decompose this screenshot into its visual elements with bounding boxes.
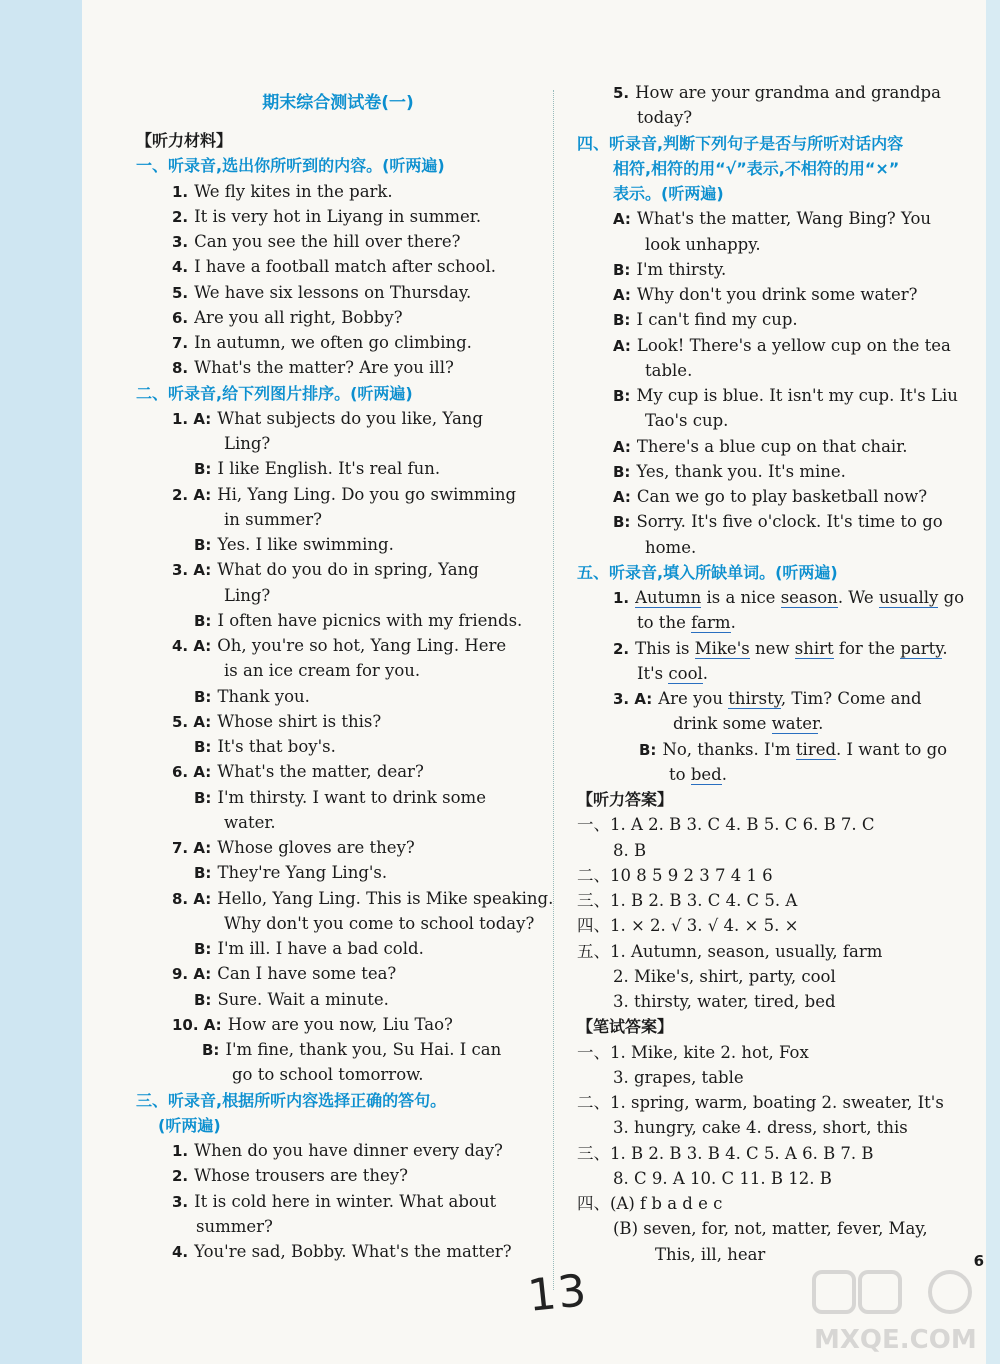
left-line — [136, 431, 540, 456]
item-number: 4. — [172, 1243, 189, 1261]
line-text: to bed. — [669, 764, 727, 784]
line-text: 三、听录音,根据所听内容选择正确的答句。 — [136, 1090, 447, 1110]
line-text: Ling? — [224, 585, 271, 605]
line-text: 一、1. A 2. B 3. C 4. B 5. C 6. B 7. C — [577, 815, 875, 835]
line-text: Are you thirsty, Tim? Come and — [658, 689, 922, 708]
right-line — [577, 812, 977, 837]
line-text: This is Mike's new shirt for the party. — [635, 638, 948, 658]
right-line — [577, 1242, 977, 1267]
line-text: today? — [637, 108, 693, 128]
left-line — [136, 229, 540, 255]
left-line — [136, 583, 540, 608]
left-line — [136, 557, 540, 583]
right-line — [577, 787, 977, 812]
line-text: 五、1. Autumn, season, usually, farm — [577, 941, 883, 961]
line-text: 四、(A) f b a d e c — [577, 1194, 723, 1213]
left-line — [136, 709, 540, 735]
line-text: This, ill, hear — [655, 1244, 766, 1264]
line-text: Tao's cup. — [645, 411, 729, 431]
left-line — [136, 1037, 540, 1063]
left-line — [136, 835, 540, 861]
right-line — [577, 206, 977, 232]
right-line — [577, 686, 977, 712]
left-line — [136, 608, 540, 634]
line-text: 【听力答案】 — [577, 790, 674, 809]
line-text: What's the matter, dear? — [217, 762, 424, 782]
item-number: 6. — [172, 308, 189, 327]
line-text: I can't find my cup. — [636, 310, 798, 330]
line-text: Look! There's a yellow cup on the tea — [636, 335, 951, 355]
line-text: Hi, Yang Ling. Do you go swimming — [217, 484, 517, 504]
line-text: (B) seven, for, not, matter, fever, May, — [613, 1219, 928, 1239]
line-text: Sorry. It's five o'clock. It's time to go — [636, 512, 943, 532]
line-text: 8. C 9. A 10. C 11. B 12. B — [613, 1168, 832, 1188]
line-text: 三、1. B 2. B 3. B 4. C 5. A 6. B 7. B — [577, 1143, 874, 1163]
item-number: B: — [194, 536, 212, 554]
line-text: Can you see the hill over there? — [194, 232, 461, 251]
left-line — [136, 987, 540, 1013]
item-number: 3. A: — [172, 561, 212, 580]
left-line — [136, 1138, 540, 1164]
right-line — [577, 888, 977, 913]
right-line — [577, 358, 977, 383]
line-text: 3. thirsty, water, tired, bed — [613, 992, 836, 1011]
line-text: When do you have dinner every day? — [194, 1141, 503, 1160]
item-number: 2. — [172, 207, 189, 226]
item-number: 3. — [172, 1192, 189, 1211]
left-line — [136, 961, 540, 987]
line-text: 一、听录音,选出你所听到的内容。(听两遍) — [136, 156, 445, 176]
right-line — [577, 156, 977, 181]
line-text: You're sad, Bobby. What's the matter? — [194, 1242, 512, 1261]
right-line — [577, 1040, 977, 1065]
right-line — [577, 1014, 977, 1039]
item-number: 4. — [172, 258, 189, 277]
item-number: 5. — [172, 283, 189, 302]
line-text: look unhappy. — [645, 234, 761, 254]
right-line — [577, 181, 977, 206]
right-line — [577, 913, 977, 938]
left-line — [136, 1214, 540, 1239]
line-text: It's cool. — [637, 663, 709, 683]
line-text: I'm fine, thank you, Su Hai. I can — [225, 1040, 502, 1059]
right-line — [577, 636, 977, 662]
item-number: B: — [639, 740, 657, 759]
line-text: No, thanks. I'm tired. I want to go — [662, 739, 948, 759]
left-line — [136, 1189, 540, 1215]
left-line — [136, 482, 540, 508]
line-text: Autumn is a nice season. We usually go — [635, 588, 965, 607]
right-line — [577, 964, 977, 989]
svg-text:MXQE.COM: MXQE.COM — [814, 1325, 977, 1355]
left-line — [136, 1012, 540, 1038]
page-number: 6 — [973, 1252, 984, 1270]
line-text: to the farm. — [637, 613, 736, 633]
right-line — [577, 1115, 977, 1140]
item-number: 1. A: — [172, 409, 212, 428]
item-number: B: — [194, 611, 212, 630]
line-text: Whose shirt is this? — [217, 711, 382, 731]
right-line — [577, 484, 977, 510]
handwritten-number: 13 — [525, 1265, 591, 1322]
line-text: Why don't you drink some water? — [636, 285, 918, 304]
item-number: A: — [613, 286, 631, 304]
item-number: 2. — [172, 1167, 189, 1186]
line-text: drink some water. — [673, 714, 824, 734]
line-text: Whose gloves are they? — [217, 838, 415, 857]
item-number: B: — [613, 462, 631, 481]
item-number: B: — [194, 687, 212, 706]
left-line — [136, 1163, 540, 1189]
line-text: What's the matter? Are you ill? — [194, 358, 454, 378]
line-text: 二、听录音,给下列图片排序。(听两遍) — [136, 383, 413, 403]
line-text: Oh, you're so hot, Yang Ling. Here — [217, 636, 507, 655]
right-line — [577, 408, 977, 433]
line-text: What do you do in spring, Yang — [217, 560, 479, 580]
item-number: B: — [194, 990, 212, 1009]
line-text: Ling? — [224, 434, 271, 453]
left-line — [136, 886, 554, 912]
right-line — [577, 383, 977, 409]
left-line — [136, 1239, 540, 1265]
right-line — [577, 232, 977, 257]
line-text: Can I have some tea? — [217, 964, 397, 984]
item-number: B: — [194, 738, 212, 756]
right-line — [577, 610, 977, 635]
line-text: Hello, Yang Ling. This is Mike speaking. — [217, 888, 554, 908]
left-line — [136, 406, 540, 432]
item-number: B: — [613, 260, 631, 279]
line-text: How are your grandma and grandpa — [635, 83, 941, 102]
item-number: 5. A: — [172, 712, 212, 731]
left-line — [136, 179, 540, 205]
right-line — [577, 333, 977, 359]
line-text: 五、听录音,填入所缺单词。(听两遍) — [577, 562, 838, 582]
right-line — [577, 1191, 977, 1216]
left-line — [136, 684, 540, 710]
line-text: I'm ill. I have a bad cold. — [217, 939, 424, 958]
item-number: B: — [194, 864, 212, 883]
right-line — [577, 434, 977, 460]
right-line — [577, 1141, 977, 1166]
line-text: water. — [224, 812, 276, 832]
right-line — [577, 1216, 977, 1241]
line-text: It is very hot in Liyang in summer. — [194, 206, 482, 226]
item-number: 3. — [172, 233, 189, 251]
left-line — [136, 305, 540, 331]
right-line — [577, 560, 977, 585]
right-line — [577, 737, 977, 763]
item-number: 2. A: — [172, 485, 212, 504]
item-number: 9. A: — [172, 965, 212, 984]
item-number: 1. — [172, 1142, 189, 1160]
left-line — [136, 204, 540, 230]
line-text: Whose trousers are they? — [194, 1166, 408, 1186]
line-text: in summer? — [224, 509, 323, 529]
right-line — [577, 989, 977, 1014]
page-title: 期末综合测试卷(一) — [262, 93, 414, 113]
line-text: 8. B — [613, 840, 647, 860]
left-line — [136, 128, 540, 153]
left-line — [136, 254, 540, 280]
right-line — [577, 80, 977, 106]
line-text: 相符,相符的用“√”表示,不相符的用“×” — [613, 158, 900, 178]
line-text: 三、1. B 2. B 3. C 4. C 5. A — [577, 891, 798, 910]
line-text: How are you now, Liu Tao? — [227, 1014, 453, 1034]
left-line — [136, 1062, 540, 1087]
left-line — [136, 280, 540, 306]
left-line — [136, 381, 540, 406]
left-line — [136, 1113, 540, 1138]
item-number: 1. — [613, 589, 630, 607]
line-text: There's a blue cup on that chair. — [636, 436, 908, 456]
right-line — [577, 661, 977, 686]
line-text: Yes, thank you. It's mine. — [636, 461, 846, 481]
item-number: 7. A: — [172, 839, 212, 857]
line-text: I have a football match after school. — [194, 257, 497, 277]
right-line — [577, 535, 977, 560]
right-line — [577, 585, 977, 611]
left-line — [136, 785, 540, 811]
column-divider — [553, 90, 554, 1290]
line-text: My cup is blue. It isn't my cup. It's Liu — [636, 386, 958, 405]
line-text: Thank you. — [217, 686, 310, 706]
item-number: 5. — [613, 84, 630, 102]
line-text: 3. grapes, table — [613, 1067, 744, 1087]
right-line — [577, 1065, 977, 1090]
item-number: B: — [613, 513, 631, 532]
item-number: 8. A: — [172, 889, 212, 908]
line-text: 一、1. Mike, kite 2. hot, Fox — [577, 1042, 809, 1062]
line-text: What subjects do you like, Yang — [217, 408, 483, 428]
right-line — [577, 1166, 977, 1191]
right-line — [577, 131, 977, 156]
line-text: is an ice cream for you. — [224, 661, 421, 681]
item-number: 1. — [172, 182, 189, 201]
line-text: I'm thirsty. I want to drink some — [217, 787, 486, 807]
line-text: I like English. It's real fun. — [217, 459, 441, 479]
right-line — [577, 509, 977, 535]
line-text: 【听力材料】 — [136, 131, 233, 150]
left-line — [136, 810, 540, 835]
left-line — [136, 658, 540, 683]
right-line — [577, 863, 977, 888]
item-number: 6. A: — [172, 763, 212, 782]
right-line — [577, 282, 977, 308]
left-color-bar — [0, 0, 82, 1364]
item-number: A: — [613, 488, 631, 506]
item-number: 2. — [613, 639, 630, 658]
line-text: summer? — [196, 1216, 273, 1236]
line-text: What's the matter, Wang Bing? You — [636, 209, 932, 229]
line-text: Why don't you come to school today? — [224, 913, 535, 933]
right-line — [577, 105, 977, 130]
left-line — [136, 507, 540, 532]
right-line — [577, 711, 977, 736]
item-number: 7. — [172, 334, 189, 352]
line-text: 3. hungry, cake 4. dress, short, this — [613, 1118, 908, 1138]
item-number: A: — [613, 336, 631, 355]
item-number: A: — [613, 437, 631, 456]
right-line — [577, 762, 977, 787]
line-text: In autumn, we often go climbing. — [194, 333, 472, 352]
line-text: I often have picnics with my friends. — [217, 610, 523, 630]
right-edge-strip — [986, 0, 1000, 1364]
line-text: home. — [645, 537, 697, 557]
left-line — [136, 330, 540, 356]
right-line — [577, 257, 977, 283]
line-text: 表示。(听两遍) — [613, 184, 724, 203]
line-text: They're Yang Ling's. — [217, 863, 388, 883]
line-text: 二、10 8 5 9 2 3 7 4 1 6 — [577, 865, 773, 885]
left-line — [136, 911, 540, 936]
line-text: Can we go to play basketball now? — [636, 487, 928, 506]
left-line — [136, 759, 540, 785]
item-number: B: — [202, 1041, 220, 1059]
left-line — [136, 734, 540, 760]
line-text: 【笔试答案】 — [577, 1017, 674, 1037]
line-text: We fly kites in the park. — [194, 181, 393, 201]
line-text: 二、1. spring, warm, boating 2. sweater, It's — [577, 1093, 944, 1112]
watermark-logo — [810, 1268, 985, 1358]
line-text: 2. Mike's, shirt, party, cool — [613, 966, 836, 986]
left-line — [136, 532, 540, 558]
right-line — [577, 838, 977, 863]
line-text: (听两遍) — [158, 1115, 221, 1135]
line-text: We have six lessons on Thursday. — [194, 282, 472, 302]
item-number: 10. A: — [172, 1015, 222, 1034]
item-number: A: — [613, 210, 631, 229]
left-line — [136, 153, 540, 178]
line-text: go to school tomorrow. — [232, 1065, 424, 1085]
item-number: B: — [613, 311, 631, 330]
item-number: B: — [613, 387, 631, 405]
left-line — [136, 860, 540, 886]
item-number: B: — [194, 940, 212, 958]
item-number: 3. A: — [613, 690, 653, 708]
item-number: B: — [194, 460, 212, 479]
right-line — [577, 307, 977, 333]
line-text: Yes. I like swimming. — [217, 535, 394, 554]
item-number: 4. A: — [172, 637, 212, 655]
line-text: 四、1. × 2. √ 3. √ 4. × 5. × — [577, 916, 799, 936]
right-line — [577, 1090, 977, 1115]
item-number: 8. — [172, 359, 189, 378]
line-text: It's that boy's. — [217, 737, 336, 756]
line-text: table. — [645, 360, 693, 380]
right-line — [577, 939, 977, 964]
right-line — [577, 459, 977, 485]
left-line — [136, 1088, 540, 1113]
line-text: It is cold here in winter. What about — [194, 1191, 497, 1211]
left-line — [136, 355, 540, 381]
line-text: I'm thirsty. — [636, 259, 727, 279]
left-line — [136, 456, 540, 482]
line-text: Are you all right, Bobby? — [194, 307, 403, 327]
line-text: Sure. Wait a minute. — [217, 989, 389, 1009]
left-line — [136, 936, 540, 962]
line-text: 四、听录音,判断下列句子是否与所听对话内容 — [577, 133, 904, 153]
item-number: B: — [194, 788, 212, 807]
left-line — [136, 633, 540, 659]
